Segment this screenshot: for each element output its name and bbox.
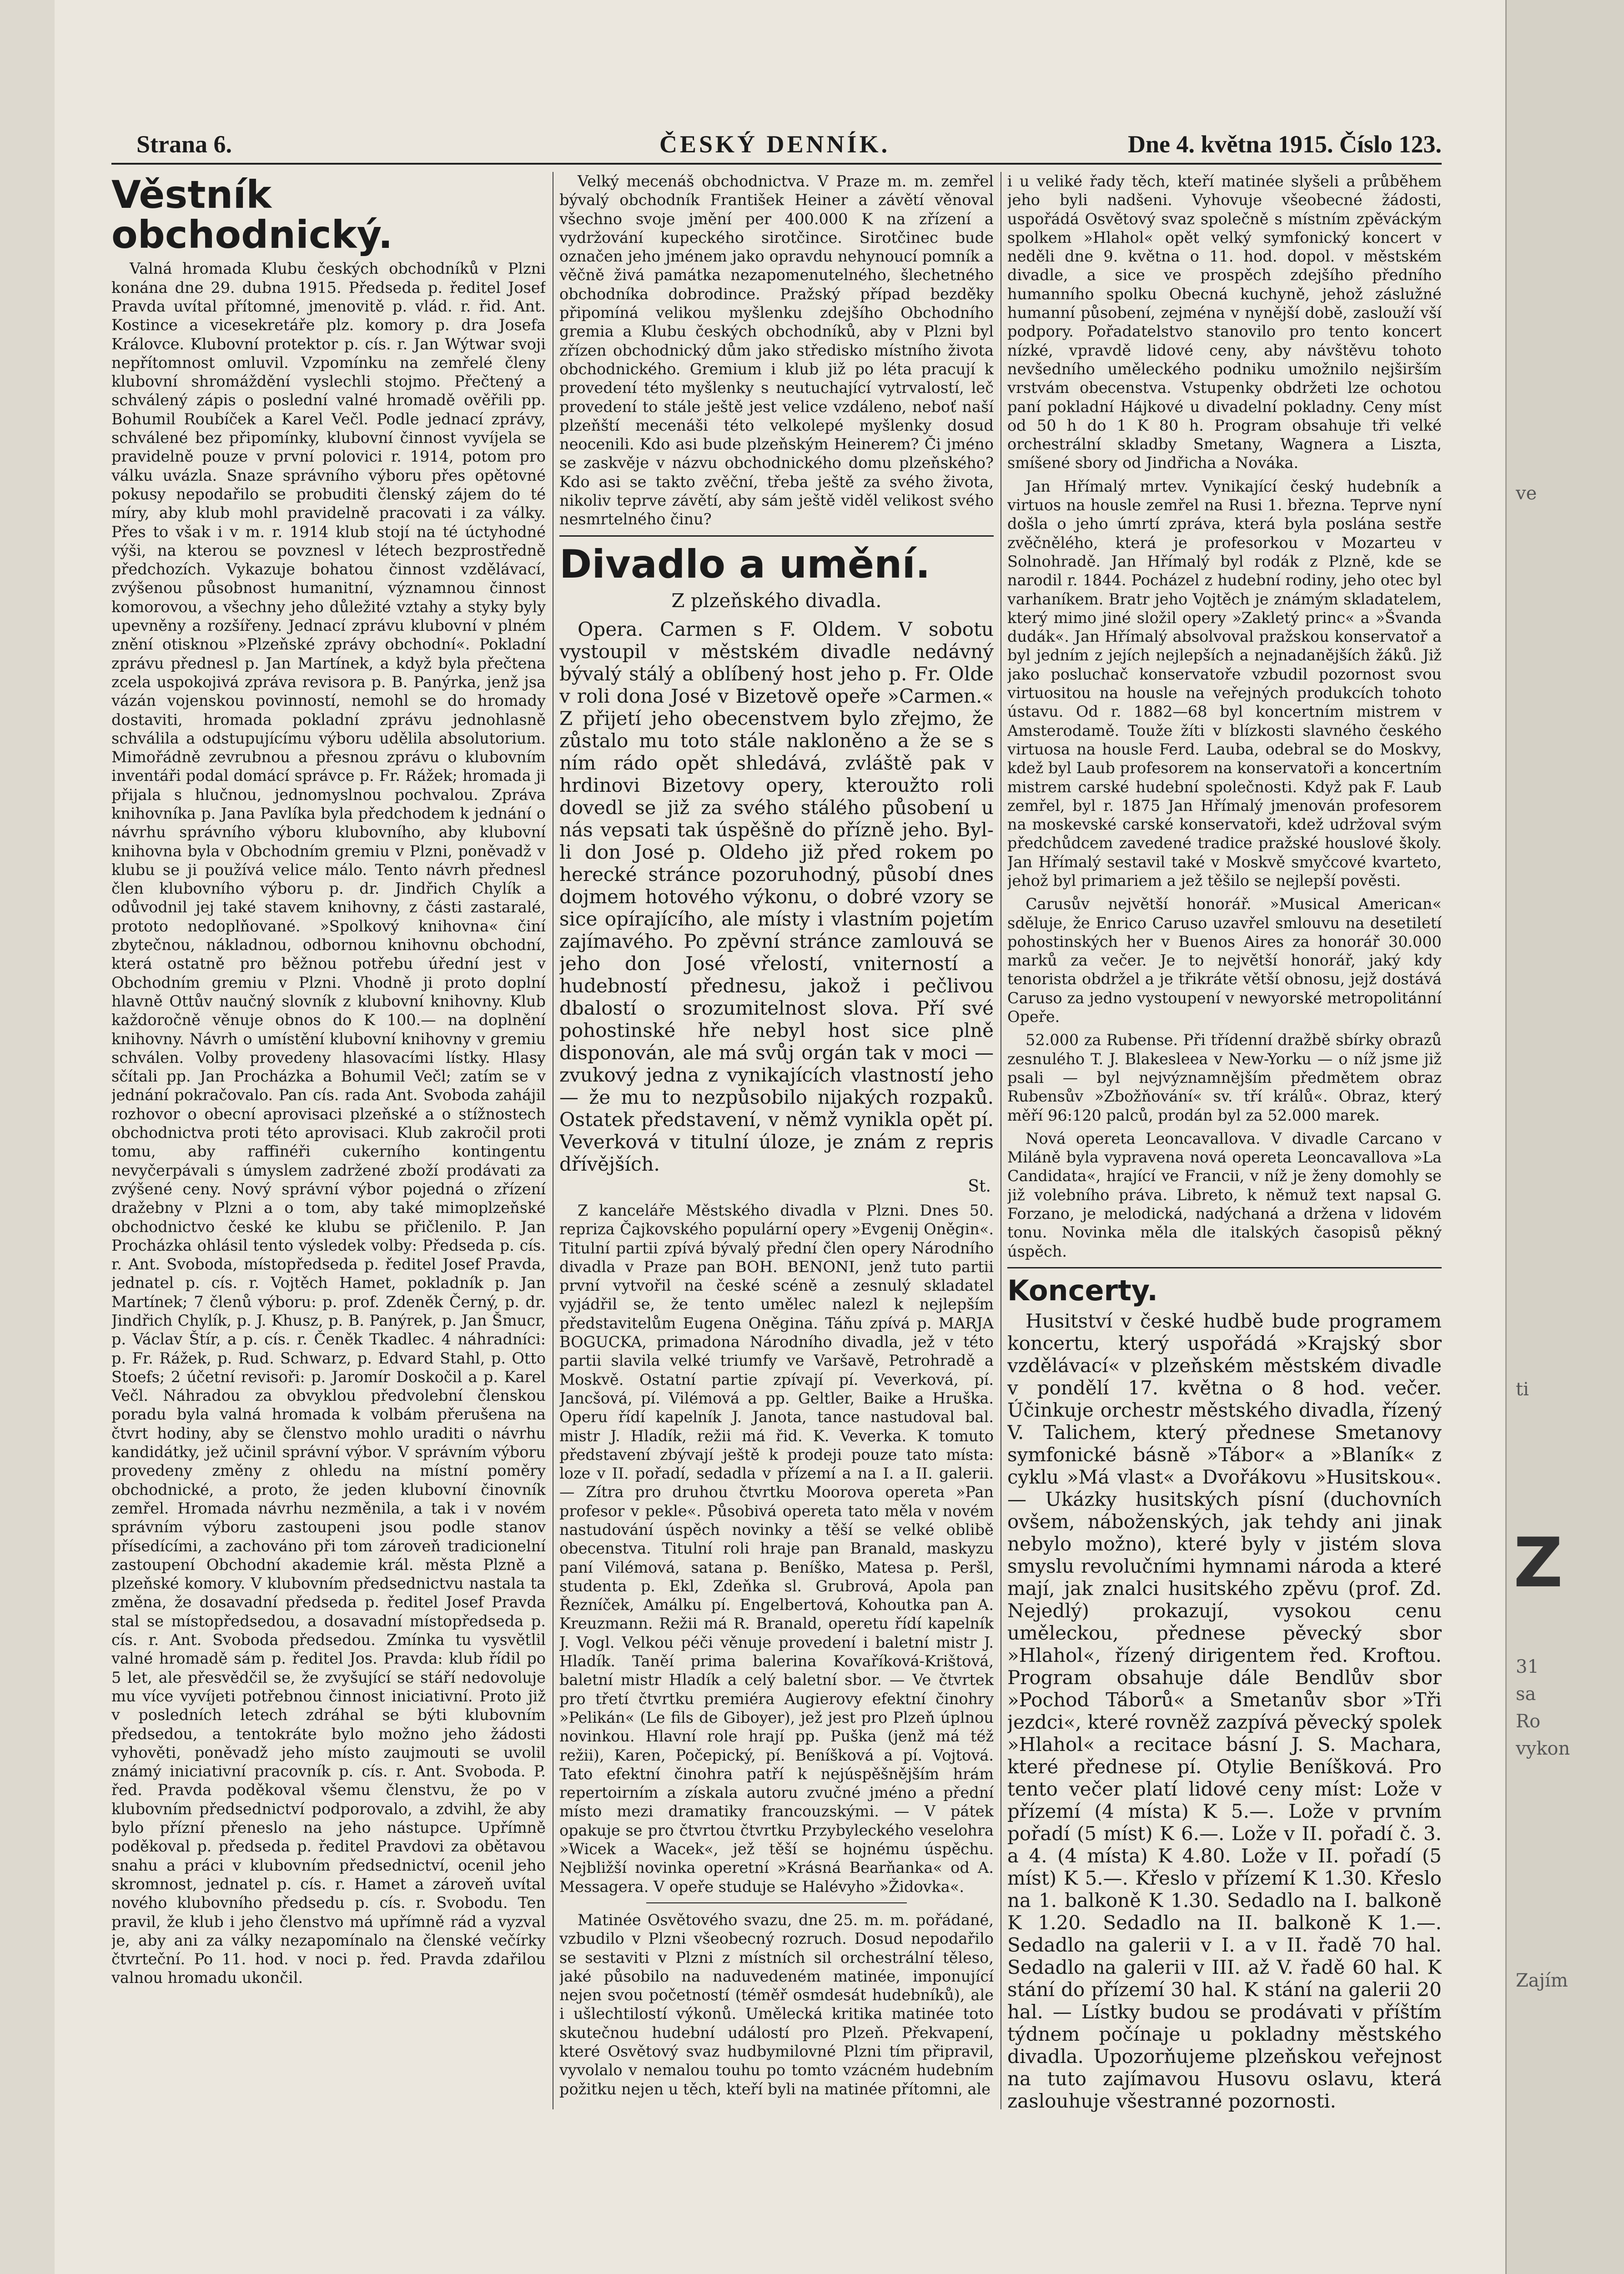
adjacent-text-fragment: sa bbox=[1516, 1684, 1536, 1705]
section-title-concerts: Koncerty. bbox=[1007, 1273, 1158, 1307]
article-paragraph: Opera. Carmen s F. Oldem. V sobotu vystoupil v městském divadle nedávný bývalý stálý a oblíbený host jeho p. Fr. Olde v roli dona José v Bizetově opeře »Carmen.« Z přijetí jeho obecenstvem bylo zřejmo, že zůstalo mu toto stále nakloněno a že se s ním rádo opět shledává, zvláště pak v hrdinovi Bizetovy opery, kteroužto roli dovedl se již za svého stálého působení u nás vepsati tak úspěšně do přízně jeho. Byl-li don José p. Oldeho již před rokem po herecké stránce pozoruhodný, působí dnes dojmem hotového výkonu, o dobré vzory se sice opírajícího, ale místy i vlastním pojetím zajímavého. Po zpěvní stránce zamlouvá se jeho don José vřelostí, vniterností a hudebností přednesu, jakož i pečlivou dbalostí o srozumitelnost slova. Pří své pohostinské hře nebyl host sice plně disponován, ale má svůj orgán tak v moci — zvukový jedna z vynikajících vlastností jeho — že mu to nezpůsobilo nijakých rozpaků. Ostatek představení, v němž vynikla opět pí. Veverková v titulní úloze, je znám z repris dřívějších. bbox=[559, 618, 994, 1175]
adjacent-page-strip bbox=[1505, 0, 1624, 2274]
article-paragraph: Jan Hřímalý mrtev. Vynikající český hudebník a virtuos na housle zemřel na Rusi 1. března. Teprve nyní došla o jeho úmrtí zpráva, která byla poslána sestře zvěčnělého, která je profesorkou v Mozarteu v Solnohradě. Jan Hřímalý byl rodák z Plzně, kde se narodil r. 1844. Pocházel z hudební rodiny, jeho otec byl varhaníkem. Bratr jeho Vojtěch je známým skladatelem, který mimo jiné složil opery »Zakletý princ« a »Švanda dudák«. Jan Hřímalý absolvoval pražskou konservatoř a byl jedním z jejích nejlepších a nejnadanějších žáků. Již jako posluchač konservatoře vzbudil pozornost svou virtuositou na housle na veřejných produkcích tohoto ústavu. Od r. 1882—68 byl koncertním mistrem v Amsterodamě. Touže žíti v blízkosti slavného českého virtuosa na housle Ferd. Lauba, odebral se do Moskvy, kdež byl Laub profesorem na konservatoři a koncertním mistrem carské hudební společnosti. Když pak F. Laub zemřel, byl r. 1875 Jan Hřímalý jmenován profesorem na moskevské carské konservatoři, kdež udržoval svým předchůdcem zavedené tradice pražské houslové školy. Jan Hřímalý sestavil také v Moskvě smyčcové kvarteto, jehož byl primariem a jež těšilo se nejlepší pověsti. bbox=[1007, 477, 1442, 890]
article-paragraph: Carusův největší honorář. »Musical American« sděluje, že Enrico Caruso uzavřel smlouvu na desetiletí pohostinských her v Buenos Aires za honorář 30.000 marků za večer. Je to největší honorář, jaký kdy tenorista obdržel a je třikráte větší obnosu, jejž dostává Caruso za jedno vystoupení v newyorské metropolitánní Opeře. bbox=[1007, 895, 1442, 1026]
column-concerts bbox=[1007, 172, 1442, 2123]
column-commerce bbox=[111, 172, 546, 2128]
section-title-theatre: Divadlo a umění. bbox=[559, 541, 930, 587]
issue-date: Dne 4. května 1915. Číslo 123. bbox=[1127, 131, 1442, 158]
article-paragraph: Matinée Osvětového svazu, dne 25. m. m. pořádané, vzbudilo v Plzni všeobecný rozruch. Dosud nepodařilo se sestaviti v Plzni z místních sil orchestrální těleso, jaké působilo na naduvedeném matinée, imponující nejen svou početností (téměř osmdesát hudebníků), ale i ušlechtilostí výkonů. Umělecká kritika matinée toto skutečnou hudební událostí pro Plzeň. Překvapení, které Osvětový svaz hudbymilovné Plzni tím připravil, vyvolalo v nemalou touhu po tomto vzácném hudebním požitku nejen u těch, kteří byli na matinée přítomni, ale bbox=[559, 1911, 994, 2098]
article-paragraph: Velký mecenáš obchodnictva. V Praze m. m. zemřel bývalý obchodník František Heiner a závětí věnoval všechno svoje jmění per 400.000 K na zřízení a vydržování kupeckého sirotčince. Sirotčinec bude označen jeho jménem jako opravdu nehynoucí pomník a věčně živá památka nezapomenutelného, šlechetného obchodníka dobrodince. Pražský případ bezděky připomíná velikou myšlenku zdejšího Obchodního gremia a Klubu českých obchodníků, aby v Plzni byl zřízen obchodnický dům jako středisko místního života obchodnického. Gremium i klub již po léta pracují k provedení této myšlenky s neutuchající vytrvalostí, leč provedení to stále ještě jest velice vzdáleno, neboť naší plzeňští mecenáši této velkolepé myšlenky dosud neocenili. Kdo asi bude plzeňským Heinerem? Či jméno se zaskvěje v názvu obchodnického domu plzeňského? Kdo asi se takto zvěční, třeba ještě za svého života, nikoliv teprve závětí, aby sám ještě viděl velikost svého nesmrtelného činu? bbox=[559, 172, 994, 528]
article-paragraph: Valná hromada Klubu českých obchodníků v Plzni konána dne 29. dubna 1915. Předseda p. ředitel Josef Pravda uvítal přítomné, jmenovitě p. vlád. r. řid. Ant. Kostince a vicesekretáře plz. komory p. dra Josefa Královce. Klubovní protektor p. cís. r. Jan Wýtwar svoji nepřítomnost omluvil. Vzpomínku na zemřelé členy klubovní shromáždění vyslechli stojmo. Přečtený a schválený zápis o poslední valné hromadě ověřili pp. Bohumil Roubíček a Karel Večl. Podle jednací zprávy, schválené bez připomínky, klubovní činnost vyvíjela se pravidelně pouze v první polovici r. 1914, potom pro válku uvázla. Snaze správního výboru přes opětovné pokusy nepodařilo se probuditi členský zájem do té míry, aby klub mohl pravidelně pracovati i za války. Přes to však i v m. r. 1914 klub stojí na té úctyhodné výši, na kterou se povznesl v létech bezprostředně předchozích. Vykazuje bohatou činnost vzdělávací, zvýšenou působnost humanitní, významnou činnost komorovou, a všechny jeho důležité vztahy a styky byly upevněny a rozšířeny. Jednací zprávu klubovní v plném znění otisknou »Plzeňské zprávy obchodní«. Pokladní zprávu přednesl p. Jan Martínek, a když byla přečtena zcela uspokojivá zpráva revisora p. B. Panýrka, jenž jsa vázán vojenskou povinností, nemohl se do hromady dostaviti, hromada pokladní zprávu jednohlasně schválila a odstupujícímu výboru udělila absolutorium. Mimořádně zevrubnou a přesnou zprávu o klubovním inventáři podal domácí správce p. Fr. Rážek; hromada ji přijala s hlučnou, jednomyslnou pochvalou. Zpráva knihovníka p. Jana Pavlíka byla předchodem k jednání o návrhu správního výboru klubovního, aby klubovní knihovna byla v Obchodním gremiu v Plzni, poněvadž v klubu se ji používá velice málo. Tento návrh přednesl člen klubovního výboru p. dr. Jindřich Chylík a odůvodnil jej také stavem knihovny, z části zastaralé, prototo nedoplňované. »Spolkový knihovna« činí zbytečnou, nákladnou, odbornou knihovnu obchodní, která ostatně pro běžnou potřebu úřední jest v Obchodním gremiu v Plzni. Vhodně ji proto doplní hlavně Ottův naučný slovník z klubovní knihovny. Klub každoročně věnuje obnos do K 100.— na doplnění knihovny. Návrh o umístění klubovní knihovny v gremiu schválen. Volby provedeny hlasovacími lístky. Hlasy sčítali pp. Jan Procházka a Bohumil Večl; zatím se v jednání pokračovalo. Pan cís. rada Ant. Svoboda zahájil rozhovor o obecní aprovisaci plzeňské a o stížnostech obchodnictva proti této aprovisaci. Klub zakročil proti tomu, aby raffinéři cukerního kontingentu nevyčerpávali s úmyslem zadržené zboží prodávati za zvýšené ceny. Nový správní výbor pojedná o zřízení dražebny v Plzni a o tom, aby také mimoplzeňské obchodnictvo české ke klubu se přičlenilo. P. Jan Procházka ohlásil tento výsledek volby: Předseda p. cís. r. Ant. Svoboda, místopředseda p. ředitel Josef Pravda, jednatel p. cís. r. Vojtěch Hamet, pokladník p. Jan Martínek; 7 členů výboru: p. prof. Zdeněk Černý, p. dr. Jindřich Chylík, p. J. Khusz, p. B. Panýrek, p. Jan Šmucr, p. Václav Štír, a p. cís. r. Čeněk Tkadlec. 4 náhradníci: p. Fr. Rážek, p. Rud. Schwarz, p. Edvard Stahl, p. Otto Stoefs; 2 účetní revisoři: p. Jaromír Doskočil a p. Karel Večl. Náhradou za obvyklou předvolební členskou poradu byla valná hromada k volbám přerušena na čtvrt hodiny, aby se členstvo mohlo uraditi o návrhu kandidátky, jež učinil správní výbor. V správním výboru provedeny změny z ohledu na místní poměry obchodnické, a proto, že jeden klubovní činovník zemřel. Hromada návrhu nezměnila, a tak i v novém správním výboru zastoupeni jsou podle stanov přísedícími, a zachováno při tom zároveň tradicionelní zastoupení Obchodní akademie král. města Plzně a plzeňské komory. V klubovním předsednictvu nastala ta změna, že dosavadní předseda p. ředitel Josef Pravda stal se místopředsedou, a dosavadní místopředseda p. cís. r. Ant. Svoboda předsedou. Zmínka tu vysvětlil valné hromadě sám p. ředitel Jos. Pravda: klub řídil po 5 let, ale přesvědčil se, že zvyšující se stáří nedovoluje mu více vyvíjeti potřebnou činnost iniciativní. Proto již v posledních letech zdráhal se býti klubovním předsedou, a tentokráte bylo možno jeho žádosti vyhověti, poněvadž jeho místo zaujmouti se uvolil známý iniciativní pracovník p. cís. r. Ant. Svoboda. P. řed. Pravda poděkoval všemu členstvu, že po v klubovním předsednictví podporovalo, a zdvihl, že aby bylo přízní přeneslo na jeho nástupce. Upřímně poděkoval p. předseda p. ředitel Pravdovi za obětavou snahu a práci v klubovním předsednictví, ocenil jeho skromnost, jednatel p. cís. r. Hamet a zároveň uvítal nového klubovního předsedu p. cís. r. Svobodu. Ten pravil, že klub i jeho členstvo má upřímně rád a vyzval je, aby ani za války nezapomínalo na členské večírky čtvrteční. Po 11. hod. v noci p. řed. Pravda zdařilou valnou hromadu ukončil. bbox=[111, 260, 546, 1987]
article-separator bbox=[646, 1902, 907, 1903]
adjacent-text-fragment: Ro bbox=[1516, 1711, 1541, 1732]
section-title-commerce: Věstník obchodnický. bbox=[111, 172, 393, 257]
section-separator bbox=[559, 535, 994, 537]
article-paragraph: Husitství v české hudbě bude programem koncertu, který uspořádá »Krajský sbor vzdělávací« v plzeňském městském divadle v pondělí 17. května o 8 hod. večer. Účinkuje orchestr městského divadla, řízený V. Talichem, který přednese Smetanovy symfonické básně »Tábor« a »Blaník« z cyklu »Má vlast« a Dvořákovu »Husitskou«. — Ukázky husitských písní (duchovních ovšem, náboženských, jak tehdy ani jinak nebylo možno), které byly v jistém slova smyslu revolučními hymnami národa a které mají, jak znalci husitského zpěvu (prof. Zd. Nejedlý) prokazují, vysokou cenu uměleckou, přednese pěvecký sbor »Hlahol«, řízený dirigentem řed. Kroftou. Program obsahuje dále Bendlův sbor »Pochod Táborů« a Smetanův sbor »Tři jezdci«, které rovněž zazpívá pěvecký spolek »Hlahol« a recitace básní J. S. Machara, které přednese pí. Otylie Beníšková. Pro tento večer platí lidové ceny míst: Lože v přízemí (4 místa) K 5.—. Lože v prvním pořadí (5 míst) K 6.—. Lože v II. pořadí č. 3. a 4. (4 místa) K 4.80. Lože v II. pořadí (5 míst) K 5.—. Křeslo v přízemí K 1.30. Křeslo na 1. balkoně K 1.30. Sedadlo na I. balkoně K 1.20. Sedadlo na II. balkoně K 1.—. Sedadlo na galerii v I. a v II. řadě 70 hal. Sedadlo na galerii v III. až V. řadě 60 hal. K stání do přízemí 30 hal. K stání na galerii 20 hal. — Lístky budou se prodávati v příštím týdnem počínaje u pokladny městského divadla. Upozorňujeme plzeňskou veřejnost na tuto zajímavou Husovu oslavu, která zaslouhuje všestranné pozornosti. bbox=[1007, 1310, 1442, 2113]
column-theatre bbox=[559, 172, 994, 2100]
section-subtitle: Z plzeňského divadla. bbox=[671, 589, 882, 612]
adjacent-text-fragment: 31 bbox=[1516, 1656, 1539, 1677]
author-signature: St. bbox=[968, 1177, 991, 1196]
page-margin bbox=[0, 0, 55, 2274]
adjacent-text-fragment: vykon bbox=[1516, 1738, 1570, 1759]
page-number: Strana 6. bbox=[136, 131, 232, 158]
adjacent-text-fragment: ti bbox=[1516, 1379, 1529, 1400]
header-rule bbox=[111, 163, 1442, 165]
adjacent-text-fragment: Zajím bbox=[1516, 1970, 1568, 1991]
adjacent-text-fragment: ve bbox=[1516, 483, 1537, 504]
page-header bbox=[136, 128, 1442, 165]
adjacent-heading-fragment: Z bbox=[1513, 1524, 1563, 1603]
article-paragraph: Z kanceláře Městského divadla v Plzni. Dnes 50. repriza Čajkovského populární opery »Evgenij Oněgin«. Titulní partii zpívá bývalý přední člen opery Národního divadla v Praze pan BOH. BENONI, jenž tuto partii první vytvořil na české scéně a zesnulý skladatel vyjádřil se, že tento umělec nalezl k nejlepším představitelům Eugena Oněgina. Táňu zpívá p. MARJA BOGUCKA, primadona Národního divadla, jež v této partii slavila velké triumfy ve Varšavě, Petrohradě a Moskvě. Ostatní partie zpívají pí. Veverková, pí. Jancšová, pí. Vilémová a pp. Geltler, Baike a Hruška. Operu řídí kapelník J. Janota, tance nastudoval bal. mistr J. Hladík, režii má řid. K. Veverka. K tomuto představení zbývají ještě k prodeji pouze tato místa: loze v II. pořadí, sedadla v přízemí a na I. a II. galerii. — Zítra pro druhou čtvrtku Moorova opereta »Pan profesor v pekle«. Působivá opereta tato měla v novém nastudování úspěch novinky a těší se velké oblibě obecenstva. Titulní roli hraje pan Branald, maskyzu paní Vilémová, satana p. Beníško, Matesa p. Peršl, studenta p. Ekl, Zdeňka sl. Grubrová, Apola pan Řezníček, Amálku pí. Engelbertová, Kohoutka pan A. Kreuzmann. Režii má R. Branald, operetu řídí kapelník J. Vogl. Velkou péči věnuje provedení i baletní mistr J. Hladík. Taněí prima balerina Kovaříková-Krištová, baletní mistr Hladík a celý baletní sbor. — Ve čtvrtek pro třetí čtvrtku premiéra Augierovy efektní činohry »Pelikán« (Le fils de Giboyer), jež jest pro Plzeň úplnou novinkou. Hlavní role hrají pp. Puška (jenž má též režii), Karen, Počepický, pí. Beníšková a pí. Vojtová. Tato efektní činohra patří k nejúspěšnějším hrám repertoirním a získala autoru zvučné jméno a přední místo mezi dramatiky francouzskými. — V pátek opakuje se pro čtvrtou čtvrtku Przybyleckého veselohra »Wicek a Wacek«, jež těší se hojnému úspěchu. Nejbližší novinka operetní »Krásná Bearňanka« od A. Messagera. V opeře studuje se Halévyho »Židovka«. bbox=[559, 1201, 994, 1896]
masthead-title: ČESKÝ DENNÍK. bbox=[659, 131, 890, 158]
article-paragraph: Nová opereta Leoncavallova. V divadle Carcano v Miláně byla vypravena nová opereta Leoncavallova »La Candidata«, hrající ve Francii, v níž je ženy domohly se již volebního práva. Libreto, k němuž text napsal G. Forzano, je melodická, nadýchaná a držena v lidovém tonu. Novinka měla dle italských časopisů pěkný úspěch. bbox=[1007, 1129, 1442, 1260]
article-paragraph: i u veliké řady těch, kteří matinée slyšeli a průběhem jeho byli nadšeni. Vyhovuje všeobecné žádosti, uspořádá Osvětový svaz společně s místním zpěváckým spolkem »Hlahol« opět velký symfonický koncert v neděli dne 9. května o 11. hod. dopol. v městském divadle, a sice ve prospěch zdejšího předního humanního spolku Obecná kuchyně, jehož záslužné humanní působení, zejména v nynější době, zaslouží vší podpory. Pořadatelstvo stanovilo pro tento koncert nízké, vpravdě lidové ceny, aby návštěvu tohoto nevšedního uměleckého podniku umožnilo nejširším vrstvám obecenstva. Vstupenky obdržeti lze ochotou paní pokladní Hájkové u divadelní pokladny. Ceny míst od 50 h do 1 K 80 h. Program obsahuje tři velké orchestrální skladby Smetany, Wagnera a Liszta, smíšené sbory od Jindřicha a Nováka. bbox=[1007, 172, 1442, 472]
section-separator bbox=[1007, 1267, 1442, 1268]
article-paragraph: 52.000 za Rubense. Při třídenní dražbě sbírky obrazů zesnulého T. J. Blakesleea v New-Yorku — o níž jsme již psali — byl nejvýznamnějším předmětem obraz Rubensův »Zbožňování« sv. tří králů«. Obraz, který měří 96:120 palců, prodán byl za 52.000 marek. bbox=[1007, 1031, 1442, 1124]
